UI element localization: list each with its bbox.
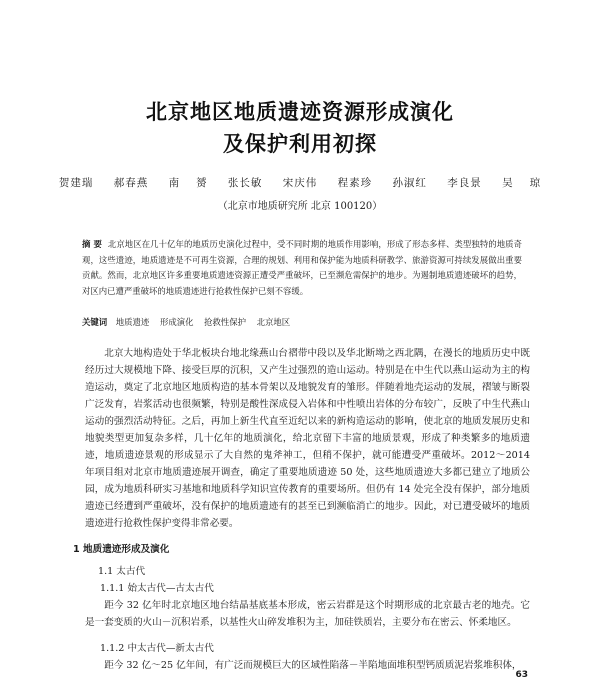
keywords-label: 关键词 [82,317,108,327]
keyword: 地质遗迹 [115,317,150,327]
abstract-block [82,237,522,299]
keywords-block [82,316,522,328]
author-list [0,175,600,190]
affiliation: （北京市地质研究所 北京 100120） [217,201,383,212]
subsubsection-heading: 1.1.1 始太古代—古太古代 [100,583,214,594]
abstract-label: 摘 要 [82,239,102,249]
paper-title-line2: 及保护利用初探 [223,132,377,156]
subsubsection-heading: 1.1.2 中太古代—新太古代 [100,643,214,654]
body-paragraph: 距今 32 亿年时北京地区地台结晶基底基本形成，密云岩群是这个时期形成的北京最古老的地壳。它是一套变质的火山－沉积岩系，以基性火山碎发堆积为主，加硅铁质岩，主要分布在密云、怀柔地区。 [85,600,530,628]
author-name: 赟 [196,177,208,189]
section-heading: 1 地质遗迹形成及演化 [73,544,170,555]
paper-title-line1: 北京地区地质遗迹资源形成演化 [146,100,454,124]
keyword: 北京地区 [256,317,291,327]
abstract-text: 北京地区在几十亿年的地质历史演化过程中，受不同时期的地质作用影响，形成了形态多样、类型独特的地质奇观，这些遗迹，地质遗迹是不可再生资源，合理的规划、利用和保护能为地质科研教学、旅游资源可持续发展做出重要贡献。然而，北京地区许多重要地质遗迹资源正遭受严重破坏，已至濒危需保护的地步。为遏制地质遗迹破坏的趋势，对区内已遭严重破坏的地质遗迹进行抢救性保护已刻不容缓。 [82,239,522,296]
author-name: 孙淑红 [392,177,427,189]
author-name: 宋庆伟 [282,177,318,189]
body-paragraph: 距今 32 亿～25 亿年间，有广泛而规模巨大的区域性陷落－半陷地面堆积型钙质质泥岩浆堆积体， [104,660,522,671]
keyword: 抢救性保护 [204,317,247,327]
author-name: 琼 [529,177,542,189]
author-name: 南 [168,177,181,189]
keyword: 形成演化 [159,317,194,327]
intro-paragraph: 北京大地构造处于华北板块台地北缘燕山台褶带中段以及华北断坳之西北隅，在漫长的地质历史中既经历过大规模地下降、接受巨厚的沉积，又产生过强烈的造山运动。特别是在中生代以燕山运动为主的构造运动，奠定了北京地区地质构造的基本骨架以及地貌发育的雏形。伴随着地壳运动的发展，褶皱与断裂广泛发育，岩浆活动也很频繁，特别是酸性深成侵入岩体和中性喷出岩体的分布较广，反映了中生代燕山运动的强烈活动特征。之后，再加上新生代直至近纪以来的新构造运动的影响，使北京的地质发展历史和地貌类型更加复杂多样，几十亿年的地质演化，给北京留下丰富的地质景观，形成了种类繁多的地质遗迹，地质遗迹景观的形成显示了大自然的鬼斧神工，但稍不保护，就可能遭受严重破坏。2012～2014 年项目组对北京市地质遗迹展开调查，确定了重要地质遗迹 50 处，这些地质遗迹大多都已建立了地质公园，成为地质科研实习基地和地质科学知识宣传教育的重要场所。但仍有 14 处完全没有保护，部分地质遗迹已经遭到严重破坏，没有保护的地质遗迹有的甚至已到濒临消亡的地步。因此，对已遭受破坏的地质遗迹进行抢救性保护变得非常必要。 [85,348,530,529]
author-name: 郝春燕 [113,177,149,189]
subsection-heading: 1.1 太古代 [98,566,146,577]
author-name: 张长敏 [227,177,263,189]
page-number: 63 [515,670,528,680]
author-name: 程素珍 [337,177,373,189]
author-name: 吴 [502,177,514,189]
author-name: 李良景 [447,177,482,189]
author-name: 贺建瑞 [58,177,94,189]
